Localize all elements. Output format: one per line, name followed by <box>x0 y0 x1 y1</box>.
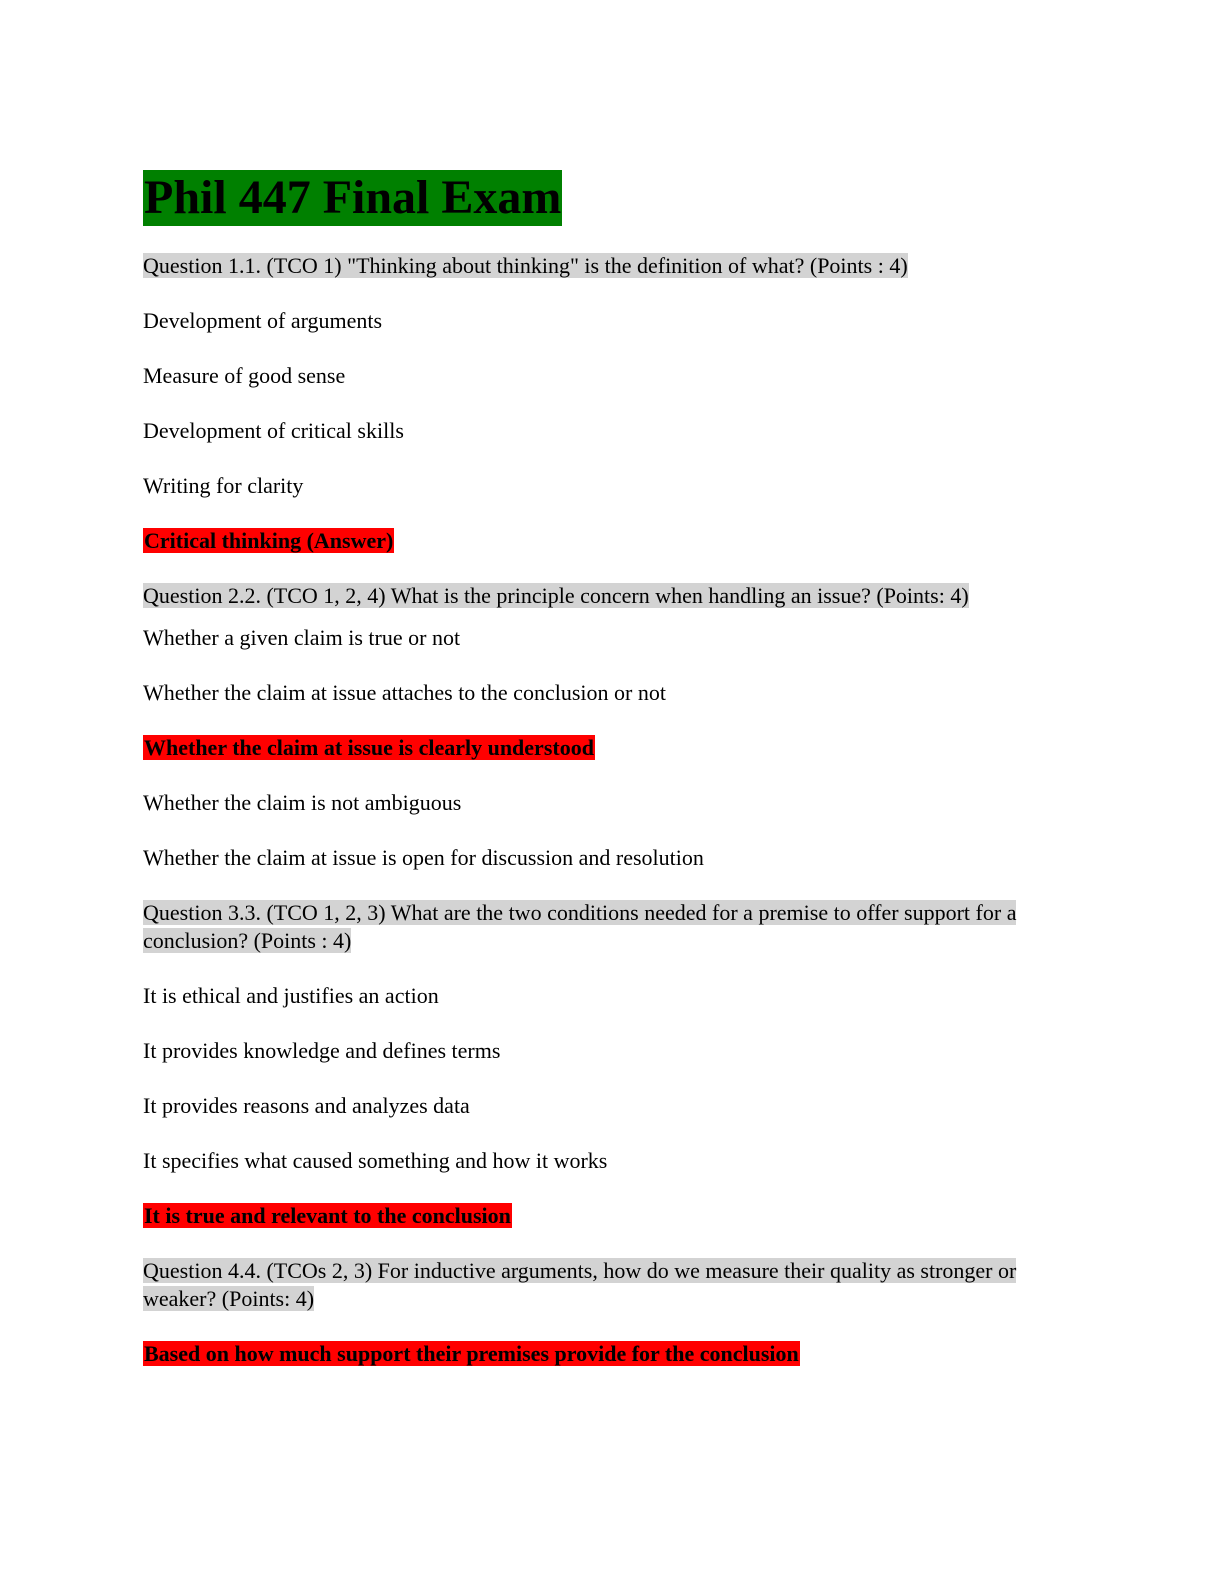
question-1 <box>143 252 1063 280</box>
question-4 <box>143 1257 1063 1313</box>
q3-option-4: It specifies what caused something and how it works <box>143 1148 608 1173</box>
q2-option-3: Whether the claim is not ambiguous <box>143 790 462 815</box>
q4-answer <box>143 1340 1063 1368</box>
q1-answer-text: Critical thinking (Answer) <box>144 528 394 553</box>
q3-option-3: It provides reasons and analyzes data <box>143 1093 470 1118</box>
document-page <box>143 170 1063 1395</box>
question-2-text: Question 2.2. (TCO 1, 2, 4) What is the principle concern when handling an issue? (Points: 4) <box>143 583 969 608</box>
q3-answer-text: It is true and relevant to the conclusion <box>144 1203 511 1228</box>
question-4-text: Question 4.4. (TCOs 2, 3) For inductive arguments, how do we measure their quality as stronger or weaker? (Points: 4) <box>143 1258 1017 1311</box>
q2-option-2: Whether the claim at issue attaches to the conclusion or not <box>143 680 666 705</box>
q4-answer-text: Based on how much support their premises provide for the conclusion <box>144 1341 799 1366</box>
q1-answer <box>143 527 1063 555</box>
page-title: Phil 447 Final Exam <box>144 171 562 224</box>
question-3 <box>143 899 1063 955</box>
q3-option-1: It is ethical and justifies an action <box>143 983 439 1008</box>
q2-answer <box>143 734 1063 762</box>
q3-option-2: It provides knowledge and defines terms <box>143 1038 501 1063</box>
q1-option-3: Development of critical skills <box>143 418 404 443</box>
q1-option-1: Development of arguments <box>143 308 383 333</box>
question-2 <box>143 582 1063 610</box>
q2-option-4: Whether the claim at issue is open for discussion and resolution <box>143 845 704 870</box>
q1-option-2: Measure of good sense <box>143 363 346 388</box>
q2-answer-text: Whether the claim at issue is clearly understood <box>144 735 594 760</box>
question-1-text: Question 1.1. (TCO 1) "Thinking about thinking" is the definition of what? (Points : 4) <box>143 253 908 278</box>
q2-option-1: Whether a given claim is true or not <box>143 625 461 650</box>
q3-answer <box>143 1202 1063 1230</box>
q1-option-4: Writing for clarity <box>143 473 304 498</box>
question-3-text: Question 3.3. (TCO 1, 2, 3) What are the two conditions needed for a premise to offer support for a conclusion? (Points : 4) <box>143 900 1017 953</box>
